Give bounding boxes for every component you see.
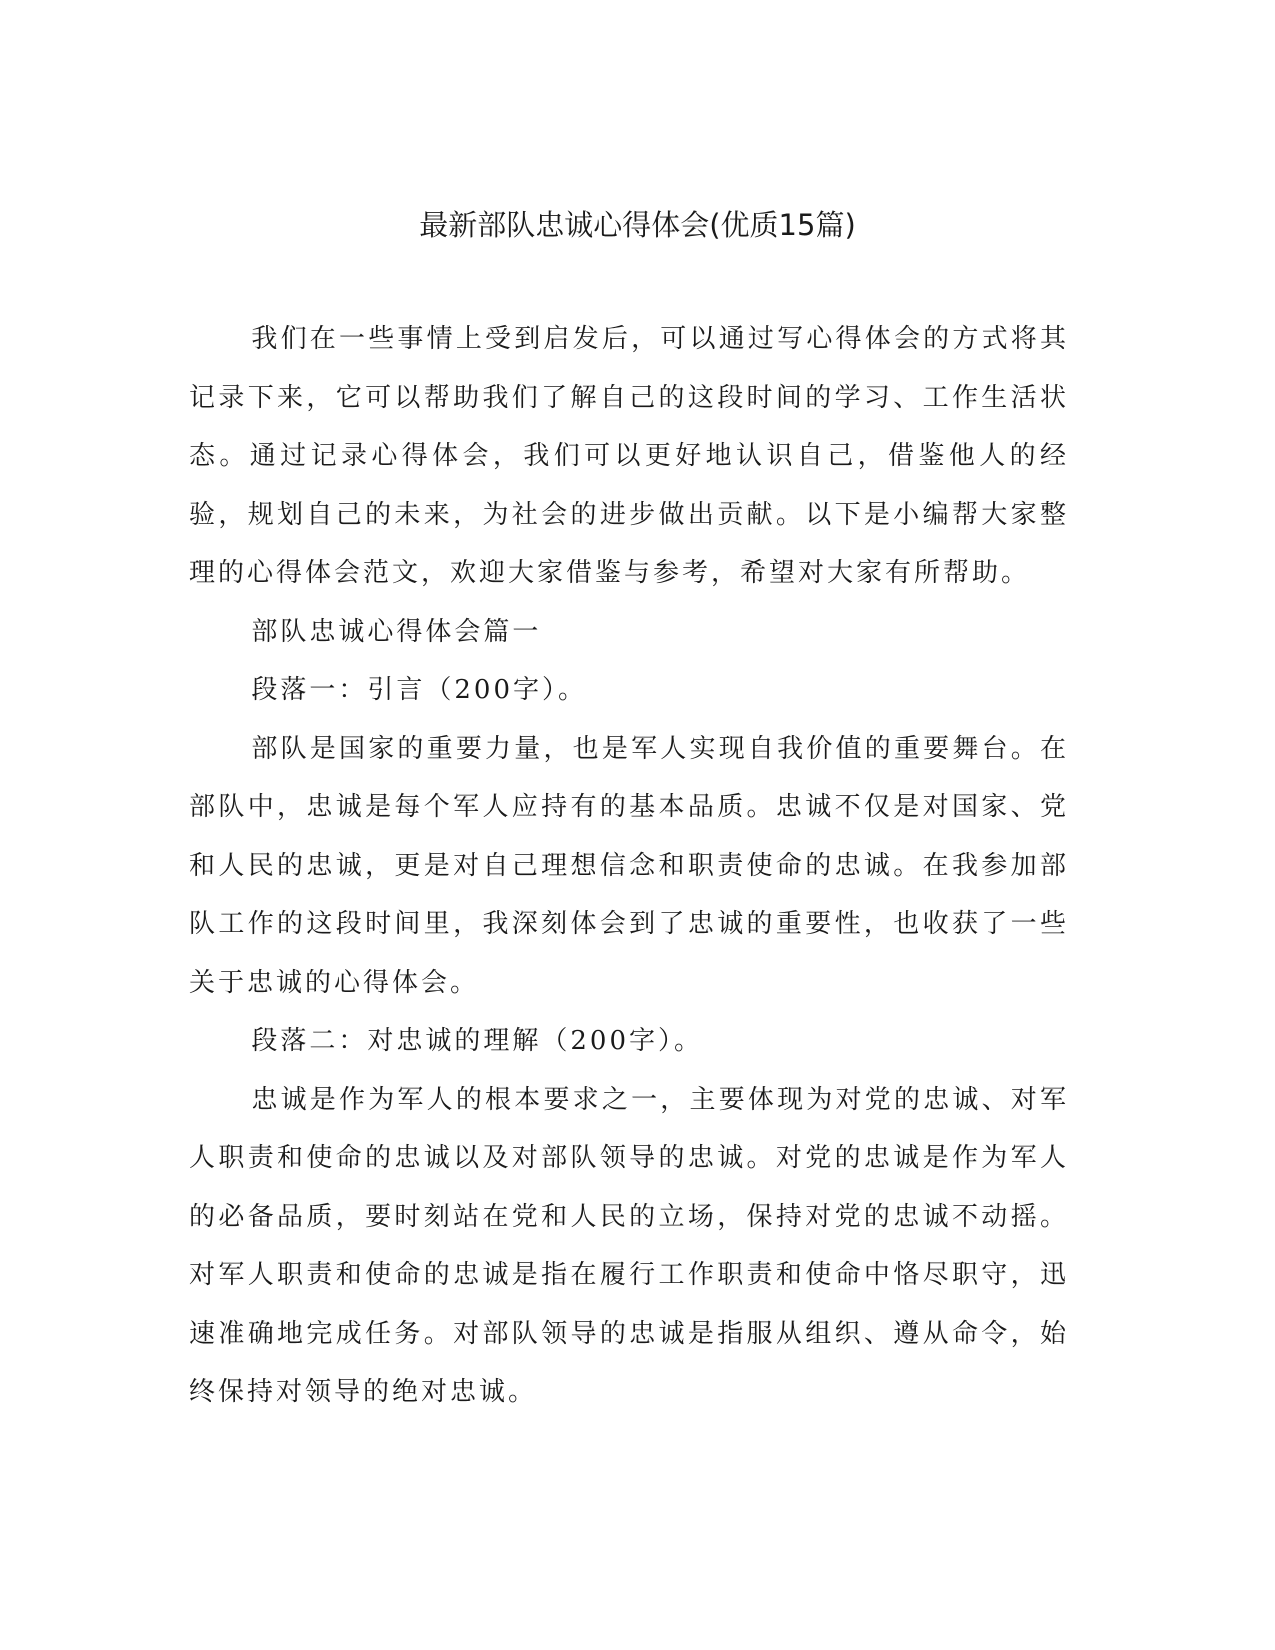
subsection-heading-1: 段落一：引言（200字）。 [251,675,588,705]
body-paragraph-1: 部队是国家的重要力量，也是军人实现自我价值的重要舞台。在部队中，忠诚是每个军人应持有的基本品质。忠诚不仅是对国家、党和人民的忠诚，更是对自己理想信念和职责使命的忠诚。在我参加部队工作的这段时间里，我深刻体会到了忠诚的重要性，也收获了一些关于忠诚的心得体会。 [189,733,1069,998]
subsection-heading-2: 段落二：对忠诚的理解（200字）。 [251,1026,704,1056]
document-title: 最新部队忠诚心得体会(优质15篇) [419,208,856,242]
intro-paragraph: 我们在一些事情上受到启发后，可以通过写心得体会的方式将其记录下来，它可以帮助我们了解自己的这段时间的学习、工作生活状态。通过记录心得体会，我们可以更好地认识自己，借鉴他人的经验，规划自己的未来，为社会的进步做出贡献。以下是小编帮大家整理的心得体会范文，欢迎大家借鉴与参考，希望对大家有所帮助。 [189,324,1069,588]
document-body [189,310,1069,1422]
body-paragraph-2: 忠诚是作为军人的根本要求之一，主要体现为对党的忠诚、对军人职责和使命的忠诚以及对部队领导的忠诚。对党的忠诚是作为军人的必备品质，要时刻站在党和人民的立场，保持对党的忠诚不动摇。对军人职责和使命的忠诚是指在履行工作职责和使命中恪尽职守，迅速准确地完成任务。对部队领导的忠诚是指服从组织、遵从命令，始终保持对领导的绝对忠诚。 [189,1084,1069,1407]
section-heading: 部队忠诚心得体会篇一 [251,616,542,647]
